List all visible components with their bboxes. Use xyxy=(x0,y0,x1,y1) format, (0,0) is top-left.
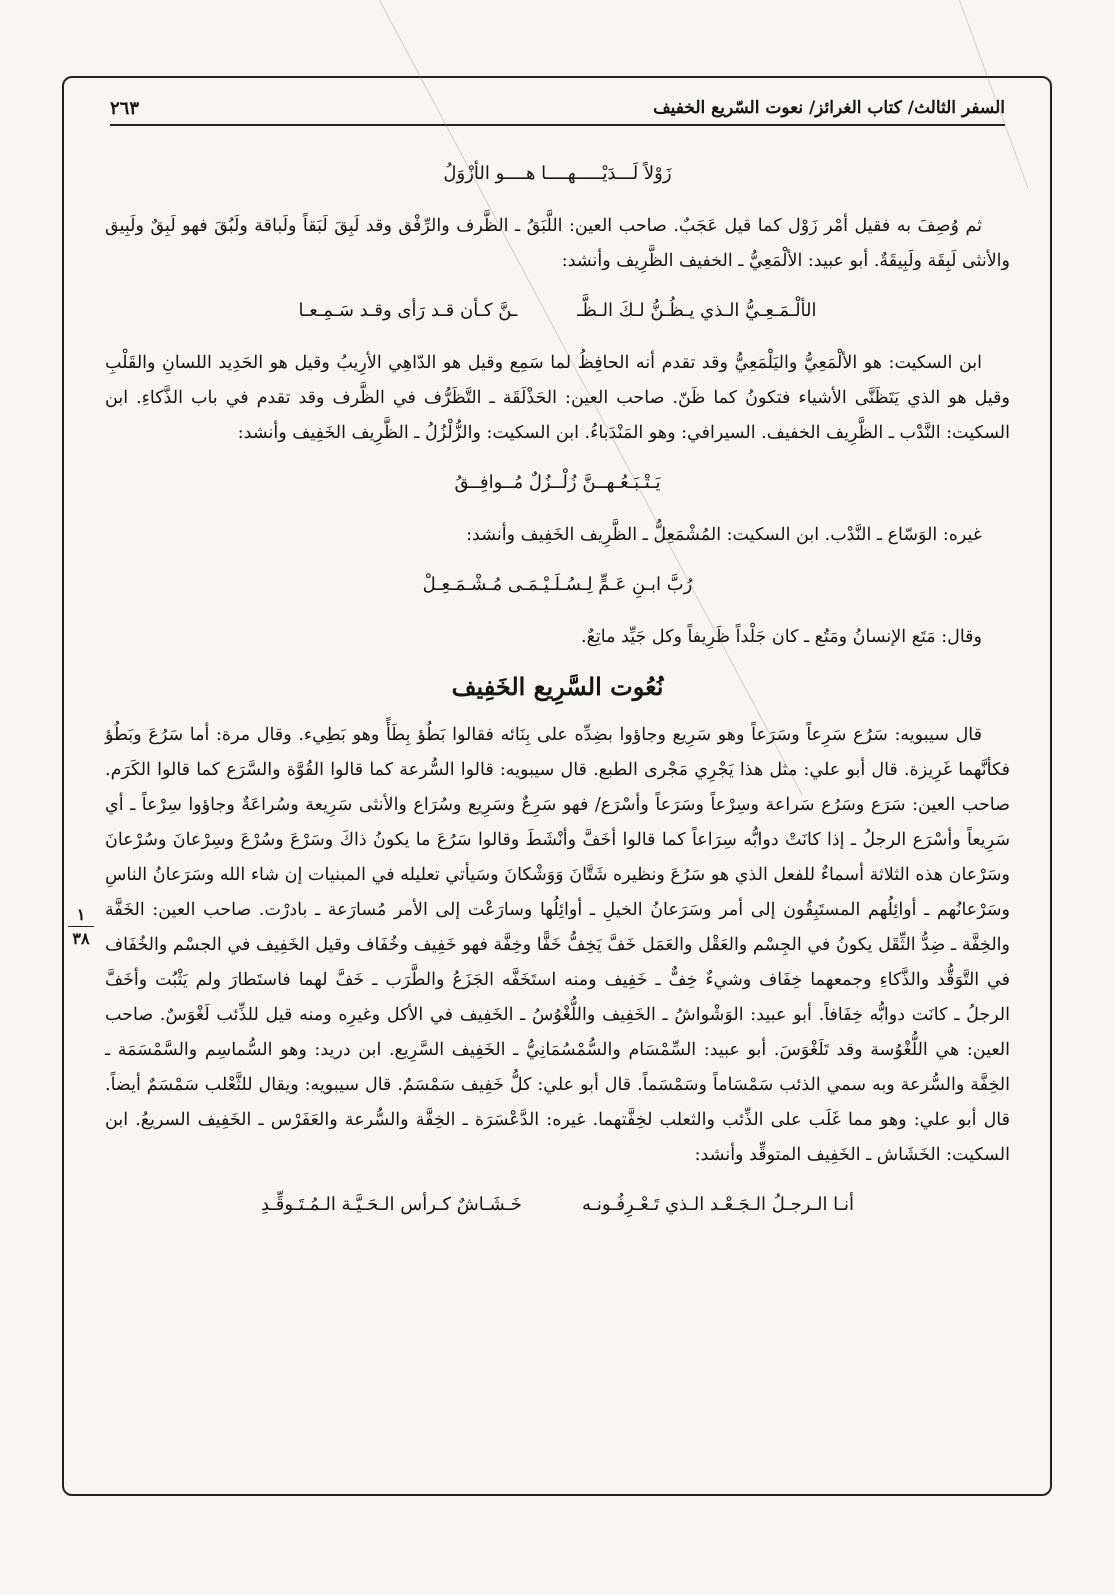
section-heading: نُعُوت السَّرِيع الخَفِيف xyxy=(451,672,664,701)
folio-denominator: ٣٨ xyxy=(72,929,90,948)
verse-hemistich-left: ـنَّ كـأن قـد رَأى وقـد سَـمِـعـا xyxy=(298,300,518,321)
paragraph: غيره: الوَسّاع ـ النَّدْب. ابن السكيت: المُشْمَعِلُّ ـ الظَّرِيف الخَفِيف وأنشد: xyxy=(466,525,982,545)
verse-hemistich-right: الألْـمَـعِـيُّ الـذي يـظُـنُّ لـكَ الـظَّـ xyxy=(577,300,817,321)
verse-hemistich-right: أنـا الـرجـلُ الـجَـعْـد الـذي تَـعْـرِفُـونـه xyxy=(581,1194,854,1215)
verse-line: رُبَّ ابـنِ عَـمٍّ لِـسُـلَـيْـمَـى مُـشْـمَـعِـلْ xyxy=(422,574,693,595)
paragraph: قال سيبويه: سَرُع سَرِعاً وسَرَعاً وهو سَرِيع وجاؤوا بضِدِّه على بِنَائه فقالوا بَطُؤ بِطَأً وهو بَطِيء. وقال مرة: أما سَرُعَ وبَطُؤ فكأنَّهما غَرِيزة. قال أبو علي: مثل هذا يَجْرِي مَجْرى الطبع. قال سيبويه: قالوا السُّرعة كما قالوا القُوَّة والسَّرَع كما قالوا الكَرَم. صاحب العين: سَرَع وسَرُع سَراعة وسِرْعاً وسَرَعاً وأسْرَع/ فهو سَرِعٌ وسَرِيع وسُرَاع والأنثى سَرِيعة وسُراعَةٌ وجاؤوا سِرْعاً ـ أي سَرِيعاً وأسْرَع الرجلُ ـ إذا كانَتْ دوابُّه سِرَاعاً كما قالوا أخَفَّ وأنْشَطَ وقالوا سَرُعَ ما يكونُ ذاكَ وسَرْعَ وسُرْعَ وسِرْعانَ وسُرْعانَ وسَرْعان هذه الثلاثة أسماءٌ للفعل الذي هو سَرُعَ ونظيره شَتَّانَ وَوَشْكانَ وسَيأتي تعليله في المبنيات إن شاء الله وسَرَعانُ الناسِ وسَرْعانُهم ـ أوائِلُهم المستَبِقُون إلى أمر وسَرَعانُ الخيلِ ـ أوائِلُها وسارَعْت إلى الأمر مُسارَعة ـ بادرْت. صاحب العين: الخَفَّة والخِفَّة ـ ضِدُّ الثِّقَل يكونُ في الجِسْم والعَقْل والعَمَل خَفَّ يَخِفُّ خَفًّا وخِفَّة فهو خَفِيف وخُفَاف وقيل الخَفِيف في الجسْم والخُفَاف في التَّوَقُّد والذَّكاءِ وجمعهما خِفَاف وشيءٌ خِفٌّ ـ خَفِيف ومنه استَخَفَّه الجَزَعُ والطَّرَب ـ خَفَّ لهما فاستَطارَ ولم يَثْبُت وأخَفَّ الرجلُ ـ كانَت دوابُّه خِفَافاً. أبو عبيد: الوَشْواشُ ـ الخَفِيف واللُّغْوُسُ ـ الخَفِيف في الأكل وغيرِه ومنه قيل للذِّئب لَغْوَسٌ. صاحب العين: هي اللُّغْوُسة وقد تَلَغْوَسَ. أبو عبيد: السِّمْسَام والسُّمْسُمَانِيُّ ـ الخَفِيف السَّرِيع. ابن دريد: وهو السُّماسِم والسَّمْسَمَة ـ الخِفَّة والسُّرعة وبه سمي الذئب سَمْسَاماً وسَمْسَماً. قال أبو علي: كلُّ خَفِيف سَمْسَمٌ. قال سيبويه: ويقال للثَّعْلب سَمْسَمٌ أيضاً. قال أبو علي: وهو مما غَلَب على الذِّئب والثعلب لخِفَّتهما. غيره: الدَّعْسَرَة ـ الخِفَّة والسُّرعة والعَفَرْس ـ الخَفِيف السريعُ. ابن السكيت: الخَشَاش ـ الخَفِيف المتوقِّد وأنشد: xyxy=(105,725,1010,1165)
folio-numerator: ١ xyxy=(76,905,86,924)
paragraph: ابن السكيت: هو الألْمَعِيُّ واليَلْمَعِيُّ وقد تقدم أنه الحافِظُ لما سَمِع وقيل هو الدّاهِي الأرِيبُ وقيل هو الحَدِيد اللسانِ والقَلْبِ وقيل هو الذي يَتَظَنَّى الأشياء فتكونُ كما ظَنّ. صاحب العين: الحَذْلَقَة ـ التَّظَرُّف في الظَّرف وقد تقدم في باب الذَّكاءِ. ابن السكيت: النَّدْب ـ الظَّرِيف الخفيف. السيرافي: وهو المَنْدَباءُ. ابن السكيت: والزُّلْزُلُ ـ الظَّرِيف الخَفِيف وأنشد: xyxy=(105,353,1010,443)
folio-divider xyxy=(68,926,94,927)
page-number: ٢٦٣ xyxy=(110,97,140,119)
verse-couplet xyxy=(105,293,1010,328)
page-header xyxy=(110,92,1005,126)
margin-folio-note xyxy=(64,905,98,948)
verse-line: زَوْلاً لَـــدَيْـــــهــــا هــــو الأزْوَلُ xyxy=(443,163,672,184)
verse-hemistich-left: خَـشَـاشٌ كـرأس الـحَـيَّـة الـمُـتَـوقِّـدِ xyxy=(261,1194,522,1215)
verse-couplet xyxy=(105,1187,1010,1222)
verse-line: يَـتْـبَـعُـهــنَّ زُلْــزُلٌ مُــوافِــقُ xyxy=(454,472,661,493)
paragraph: وقال: مَتَع الإنسانُ ومَتُع ـ كان جَلْداً ظَرِيفاً وكل جَيِّد ماتِعٌ. xyxy=(581,627,982,647)
page-body xyxy=(105,150,1010,1240)
running-title: السفر الثالث/ كتاب الغرائز/ نعوت السّريع الخفيف xyxy=(653,98,1005,118)
paragraph: ثم وُصِفَ به فقيل أمْر زَوْل كما قيل عَجَبٌ. صاحب العين: اللَّبَقُ ـ الظَّرف والرِّفْق وقد لَبِقَ لَبَقاً ولَباقة ولَبُقَ فهو لَبِقٌ ولَبِيق والأنثى لَبِقَة ولَبِيقَةٌ. أبو عبيد: الألْمَعِيُّ ـ الخفيف الظَّرِيف وأنشد: xyxy=(105,216,1010,271)
